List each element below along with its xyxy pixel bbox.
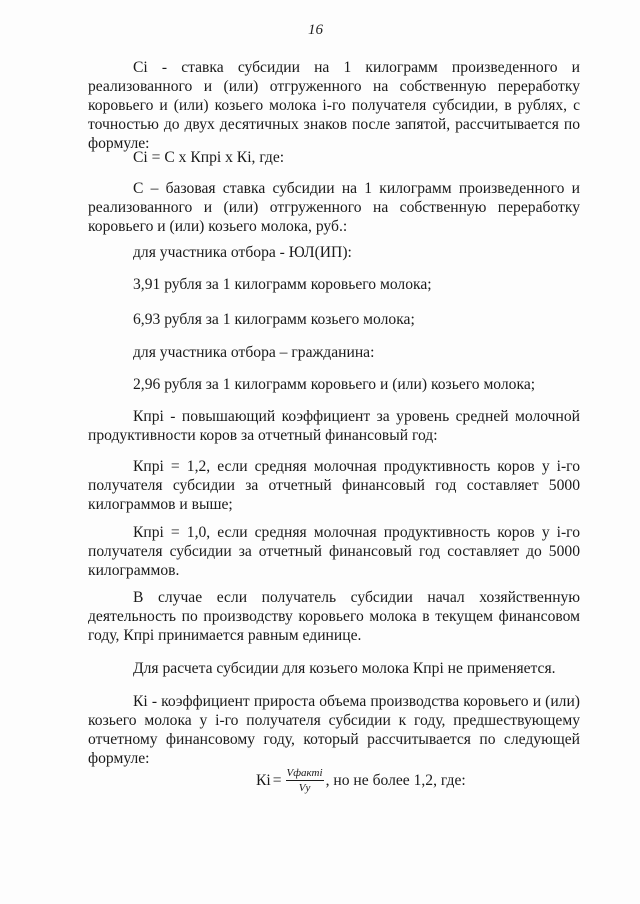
- formula-ki-fraction: [286, 767, 324, 794]
- formula-ci: Сi = С х Кпрi х Кi, где:: [133, 149, 285, 166]
- page-number: 16: [308, 22, 323, 38]
- paragraph-kpri-definition: Кпрi - повышающий коэффициент за уровень средней молочной продуктивности коров за отчетный финансовый год:: [88, 408, 580, 444]
- paragraph-kpri-10: Кпрi = 1,0, если средняя молочная продуктивность коров у i-го получателя субсидии за отчетный финансовый год составляет до 5000 килограммов.: [88, 524, 580, 579]
- formula-ki-lhs: Кi: [256, 772, 271, 789]
- formula-ki: [256, 767, 466, 794]
- paragraph-base-rate: С – базовая ставка субсидии на 1 килограмм произведенного и реализованного и (или) отгруженного на собственную переработку коровьего и (или) козьего молока, руб.:: [88, 180, 580, 235]
- formula-ki-denominator: Vу: [298, 782, 311, 794]
- paragraph-new-activity: В случае если получатель субсидии начал хозяйственную деятельность по производству коровьего молока в текущем финансовом году, Кпрi принимается равным единице.: [88, 589, 580, 644]
- line-rate-cow: 3,91 рубля за 1 килограмм коровьего молока;: [133, 276, 432, 293]
- formula-ki-tail: , но не более 1,2, где:: [325, 772, 466, 789]
- formula-ki-equals: =: [272, 772, 282, 789]
- line-goat-note: Для расчета субсидии для козьего молока Кпрi не применяется.: [133, 660, 556, 677]
- paragraph-kpri-12: Кпрi = 1,2, если средняя молочная продуктивность коров у i-го получателя субсидии за отчетный финансовый год составляет 5000 килограммов и выше;: [88, 458, 580, 513]
- line-rate-goat: 6,93 рубля за 1 килограмм козьего молока;: [133, 311, 415, 328]
- paragraph-ci-definition: Сi - ставка субсидии на 1 килограмм произведенного и реализованного и (или) отгруженного на собственную переработку коровьего и (или) козьего молока i-го получателя субсидии, в рублях, с точностью до двух десятичных знаков после запятой, рассчитывается по формуле:: [88, 59, 580, 152]
- line-participant-legal: для участника отбора - ЮЛ(ИП):: [133, 244, 352, 261]
- line-participant-citizen: для участника отбора – гражданина:: [133, 344, 375, 361]
- formula-ki-numerator: Vфактi: [286, 767, 323, 779]
- paragraph-ki-definition: Кi - коэффициент прироста объема производства коровьего и (или) козьего молока у i-го получателя субсидии к году, предшествующему отчетному финансовому году, который рассчитывается по следующей формуле:: [88, 693, 580, 767]
- line-rate-citizen: 2,96 рубля за 1 килограмм коровьего и (или) козьего молока;: [133, 376, 536, 393]
